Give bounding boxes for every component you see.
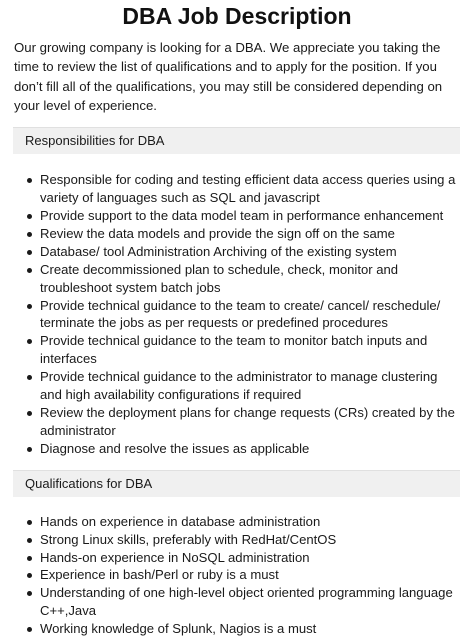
- list-item: Provide technical guidance to the team to create/ cancel/ reschedule/ terminate the jobs as per requests or predefined procedures: [40, 297, 460, 333]
- list-item: Understanding of one high-level object oriented programming language C++,Java: [40, 584, 460, 620]
- list-item: Working knowledge of Splunk, Nagios is a must: [40, 620, 460, 638]
- list-item: Experience in bash/Perl or ruby is a must: [40, 566, 460, 584]
- list-item: Strong Linux skills, preferably with RedHat/CentOS: [40, 531, 460, 549]
- list-item: Diagnose and resolve the issues as applicable: [40, 440, 460, 458]
- list-item: Provide technical guidance to the team to monitor batch inputs and interfaces: [40, 332, 460, 368]
- list-item: Responsible for coding and testing efficient data access queries using a variety of languages such as SQL and javascript: [40, 171, 460, 207]
- intro-paragraph: Our growing company is looking for a DBA. We appreciate you taking the time to review the list of qualifications and to apply for the position. If you don’t fill all of the qualifications, you may still be considered depending on your level of experience.: [14, 40, 443, 113]
- page-title: DBA Job Description: [122, 3, 352, 29]
- qualifications-heading: Qualifications for DBA: [13, 470, 460, 497]
- list-item: Create decommissioned plan to schedule, check, monitor and troubleshoot system batch jobs: [40, 261, 460, 297]
- list-item: Review the data models and provide the sign off on the same: [40, 225, 460, 243]
- responsibilities-list: [0, 171, 474, 458]
- list-item: Provide support to the data model team in performance enhancement: [40, 207, 460, 225]
- list-item: Hands-on experience in NoSQL administration: [40, 549, 460, 567]
- list-item: Review the deployment plans for change requests (CRs) created by the administrator: [40, 404, 460, 440]
- responsibilities-heading: Responsibilities for DBA: [13, 127, 460, 154]
- qualifications-list: [0, 513, 474, 638]
- list-item: Hands on experience in database administration: [40, 513, 460, 531]
- list-item: Provide technical guidance to the administrator to manage clustering and high availability configurations if required: [40, 368, 460, 404]
- list-item: Database/ tool Administration Archiving of the existing system: [40, 243, 460, 261]
